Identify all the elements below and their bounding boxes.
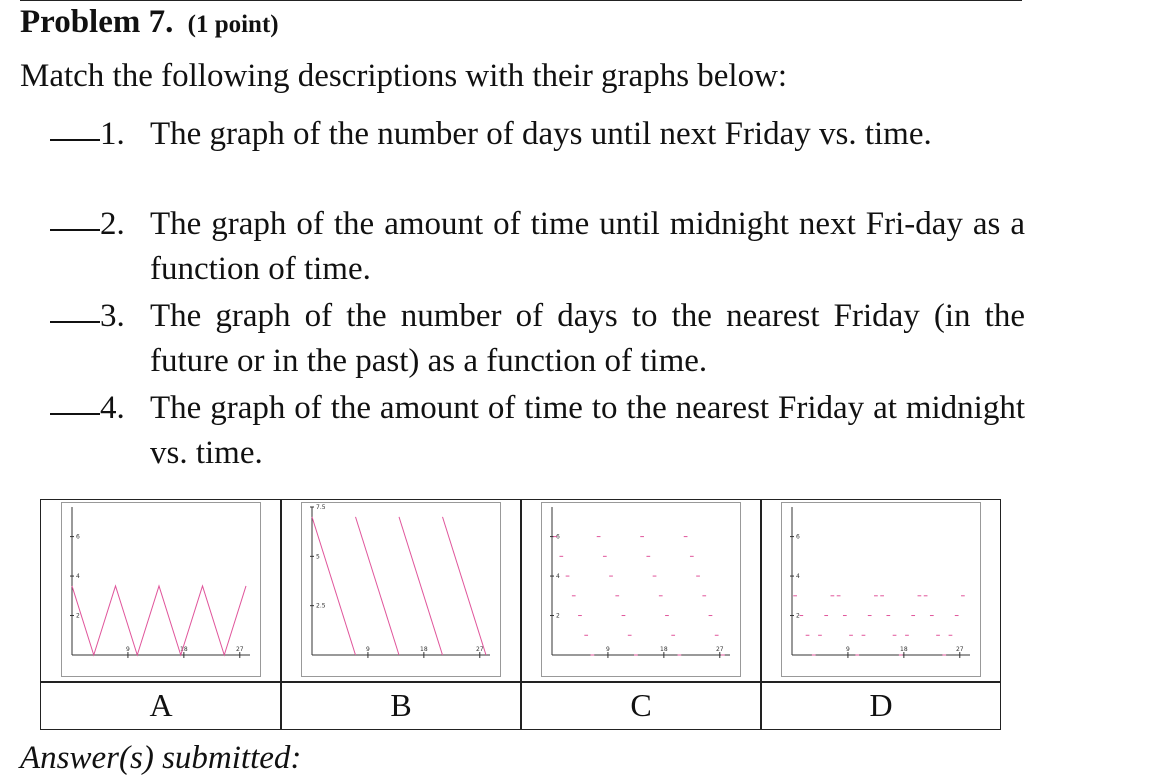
y-tick-label: 4 xyxy=(556,573,560,581)
item-text: The graph of the amount of time until midnight next Fri-day as a function of time. xyxy=(150,206,1025,287)
y-tick-label: 2.5 xyxy=(316,602,326,610)
answers-submitted-label: Answer(s) submitted: xyxy=(20,740,302,776)
top-rule xyxy=(20,0,1022,1)
x-tick-label: 18 xyxy=(660,646,668,653)
x-tick-label: 18 xyxy=(420,646,428,653)
series-segment xyxy=(312,517,356,655)
y-tick-label: 2 xyxy=(796,612,800,620)
problem-title xyxy=(20,4,279,41)
graph-label-c: C xyxy=(630,687,652,723)
answer-blank-2[interactable] xyxy=(50,229,100,231)
y-tick-label: 6 xyxy=(76,533,80,541)
graph-b xyxy=(301,502,501,677)
y-tick-label: 6 xyxy=(556,533,560,541)
x-tick-label: 27 xyxy=(235,646,244,653)
graph-a xyxy=(61,502,261,677)
y-tick-label: 2 xyxy=(556,612,560,620)
x-tick-label: 18 xyxy=(180,646,188,653)
graph-c xyxy=(541,502,741,677)
item-text: The graph of the number of days until next Friday vs. time. xyxy=(150,116,932,152)
y-tick-label: 6 xyxy=(796,533,800,541)
y-tick-label: 5 xyxy=(316,553,320,561)
item-number: 2. xyxy=(100,206,125,242)
answer-blank-1[interactable] xyxy=(50,139,100,141)
x-tick-label: 9 xyxy=(126,646,130,653)
graph-label-d: D xyxy=(869,687,893,723)
y-tick-label: 4 xyxy=(796,573,800,581)
x-tick-label: 27 xyxy=(715,646,724,653)
answer-blank-3[interactable] xyxy=(50,321,100,323)
series-segment xyxy=(356,517,400,655)
graph-label-b: B xyxy=(390,687,412,723)
series-segment xyxy=(443,517,487,655)
x-tick-label: 27 xyxy=(475,646,484,653)
graphs-table xyxy=(40,499,1001,730)
answer-blank-4[interactable] xyxy=(50,413,100,415)
x-tick-label: 27 xyxy=(955,646,964,653)
x-tick-label: 9 xyxy=(366,646,370,653)
item-number: 4. xyxy=(100,390,125,426)
problem-points: (1 point) xyxy=(187,11,279,38)
problem-number: Problem 7. xyxy=(20,4,174,40)
list-item-3 xyxy=(50,294,1025,384)
item-text: The graph of the amount of time to the nearest Friday at midnight vs. time. xyxy=(150,390,1025,471)
graph-d xyxy=(781,502,981,677)
x-tick-label: 18 xyxy=(900,646,908,653)
series-line xyxy=(72,586,246,655)
item-number: 3. xyxy=(100,298,125,334)
x-tick-label: 9 xyxy=(606,646,610,653)
item-number: 1. xyxy=(100,116,125,152)
x-tick-label: 9 xyxy=(846,646,850,653)
list-item-4 xyxy=(50,386,1025,476)
list-item-2 xyxy=(50,202,1025,292)
y-tick-label: 4 xyxy=(76,573,80,581)
series-segment xyxy=(399,517,443,655)
graph-label-a: A xyxy=(149,687,173,723)
y-tick-label: 2 xyxy=(76,612,80,620)
y-tick-label: 7.5 xyxy=(316,504,326,511)
item-text: The graph of the number of days to the nearest Friday (in the future or in the past) as a function of time. xyxy=(150,298,1025,379)
list-item-1 xyxy=(50,112,1025,202)
problem-intro: Match the following descriptions with their graphs below: xyxy=(20,58,788,94)
